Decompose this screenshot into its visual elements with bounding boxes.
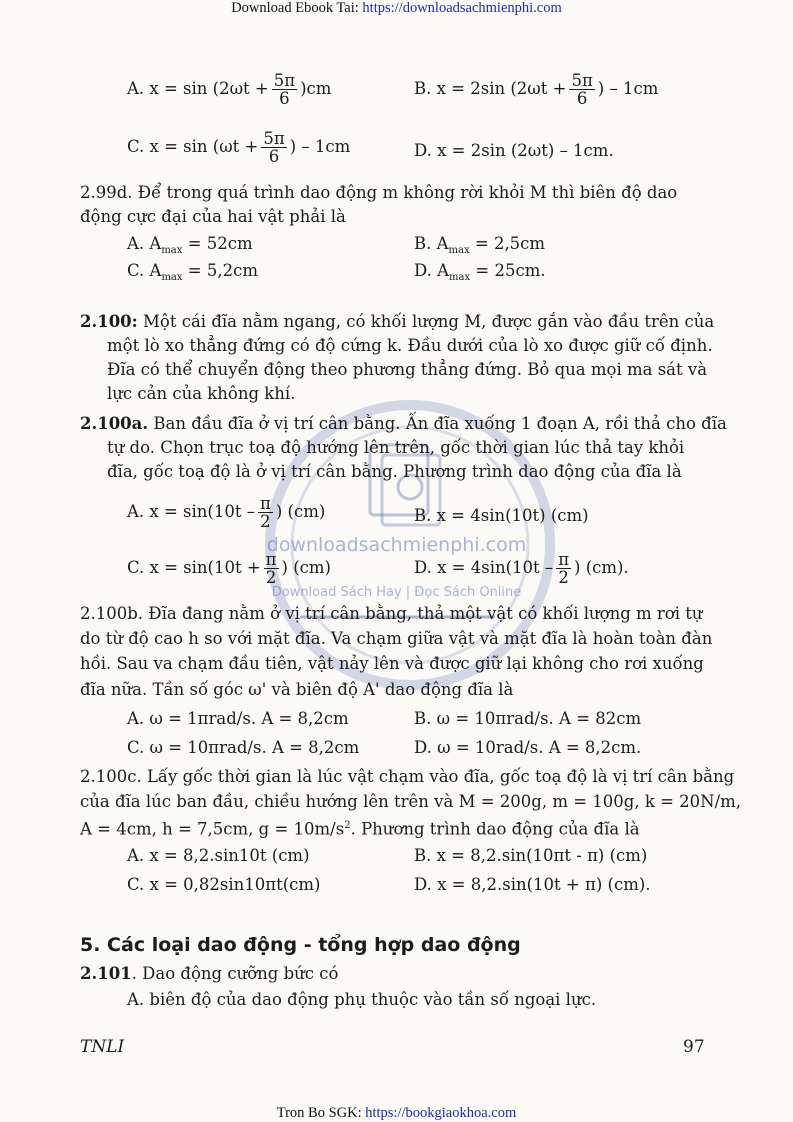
- q101-option-a: A. biên độ của dao động phụ thuộc vào tần số ngoại lực.: [127, 990, 597, 1009]
- q100b-option-b: B. ω = 10πrad/s. A = 82cm: [414, 709, 642, 728]
- q101-line: 2.101. Dao động cưỡng bức có: [80, 964, 339, 983]
- q100-line1: 2.100: Một cái đĩa nằm ngang, có khối lượng M, được gắn vào đầu trên của: [80, 312, 715, 331]
- q100b-option-a: A. ω = 1πrad/s. A = 8,2cm: [127, 709, 349, 728]
- q99c-option-b: B. x = 2sin (2ωt + $\frac{5\pi}{6}$ ) – 1cm: [414, 71, 659, 108]
- q100c-line2: của đĩa lúc ban đầu, chiều hướng lên trên và M = 200g, m = 100g, k = 20N/m,: [80, 792, 742, 811]
- q100c-option-a: A. x = 8,2.sin10t (cm): [127, 846, 310, 865]
- q100-line4: lực cản của không khí.: [107, 384, 296, 403]
- q100a-line1: 2.100a. Ban đầu đĩa ở vị trí cân bằng. Ấn đĩa xuống 1 đoạn A, rồi thả cho đĩa: [80, 414, 727, 433]
- watermark-site: downloadsachmienphi.com: [266, 534, 527, 556]
- q100a-option-d: D. x = 4sin(10t – $\frac{\pi}{2}$ ) (cm).: [414, 550, 629, 587]
- q99d-option-a: A. $A_{max} = 52cm$: [127, 234, 253, 256]
- q99d-option-c: C. $A_{max} = 5,2cm$: [127, 261, 258, 283]
- q99d-line2: động cực đại của hai vật phải là: [80, 207, 346, 226]
- q101-label: 2.101: [80, 964, 132, 983]
- watermark-tagline: Download Sách Hay | Đọc Sách Online: [271, 585, 522, 600]
- q100c-option-b: B. x = 8,2.sin(10πt - π) (cm): [414, 846, 648, 865]
- q100b-line3: hồi. Sau va chạm đầu tiên, vật nảy lên và được giữ lại không cho rơi xuống: [80, 654, 704, 673]
- footer-sgk-link[interactable]: [0, 1105, 793, 1122]
- q100b-line4: đĩa nữa. Tần số góc ω' và biên độ A' dao động đĩa là: [80, 680, 514, 699]
- q99d-line1: 2.99d. Để trong quá trình dao động m không rời khỏi M thì biên độ dao: [80, 183, 678, 202]
- footer-link-url[interactable]: https://bookgiaokhoa.com: [365, 1105, 517, 1121]
- q100a-line2: tự do. Chọn trục toạ độ hướng lên trên, gốc thời gian lúc thả tay khỏi: [107, 438, 685, 457]
- q100-label: 2.100:: [80, 312, 138, 331]
- q100-line3: Đĩa có thể chuyển động theo phương thẳng đứng. Bỏ qua mọi ma sát và: [107, 360, 708, 379]
- q100a-line3: đĩa, gốc toạ độ là ở vị trí cân bằng. Phương trình dao động của đĩa là: [107, 462, 682, 481]
- q100a-label: 2.100a.: [80, 414, 149, 433]
- q100-line2: một lò xo thẳng đứng có độ cứng k. Đầu dưới của lò xo được giữ cố định.: [107, 336, 713, 355]
- footer-book-code: TNLI: [80, 1037, 125, 1057]
- header-link-prefix: Download Ebook Tai:: [231, 0, 363, 16]
- page-number: 97: [683, 1037, 705, 1057]
- header-download-link[interactable]: [0, 0, 793, 17]
- q99c-option-a: A. x = sin (2ωt + $\frac{5\pi}{6}$ )cm: [127, 71, 332, 108]
- q99c-option-d: D. x = 2sin (2ωt) – 1cm.: [414, 141, 614, 160]
- q100b-line2: do từ độ cao h so với mặt đĩa. Va chạm giữa vật và mặt đĩa là hoàn toàn đàn: [80, 629, 713, 648]
- section-title: 5. Các loại dao động - tổng hợp dao động: [80, 934, 521, 956]
- q100b-line1: 2.100b. Đĩa đang nằm ở vị trí cân bằng, thả một vật có khối lượng m rơi tự: [80, 604, 703, 623]
- q99c-option-c: C. x = sin (ωt + $\frac{5\pi}{6}$ ) – 1cm: [127, 129, 351, 166]
- q100c-line3: A = 4cm, h = 7,5cm, $g = 10m/s^2$. Phương trình dao động của đĩa là: [80, 819, 640, 839]
- q100a-option-b: B. x = 4sin(10t) (cm): [414, 506, 589, 525]
- q100b-option-c: C. ω = 10πrad/s. A = 8,2cm: [127, 738, 360, 757]
- q100a-option-c: C. x = sin(10t + $\frac{\pi}{2}$ ) (cm): [127, 550, 331, 587]
- q100c-line1: 2.100c. Lấy gốc thời gian là lúc vật chạm vào đĩa, gốc toạ độ là vị trí cân bằng: [80, 767, 735, 786]
- q100c-option-c: C. x = 0,82sin10πt(cm): [127, 875, 321, 894]
- footer-link-prefix: Tron Bo SGK:: [276, 1105, 366, 1121]
- header-link-url[interactable]: https://downloadsachmienphi.com: [362, 0, 562, 16]
- q100a-option-a: A. x = sin(10t – $\frac{\pi}{2}$ ) (cm): [127, 494, 326, 531]
- q100b-option-d: D. ω = 10rad/s. A = 8,2cm.: [414, 738, 642, 757]
- q99d-option-b: B. $A_{max} = 2,5cm$: [414, 234, 546, 256]
- q100c-option-d: D. x = 8,2.sin(10t + π) (cm).: [414, 875, 651, 894]
- q99d-option-d: D. $A_{max} = 25cm$.: [414, 261, 546, 283]
